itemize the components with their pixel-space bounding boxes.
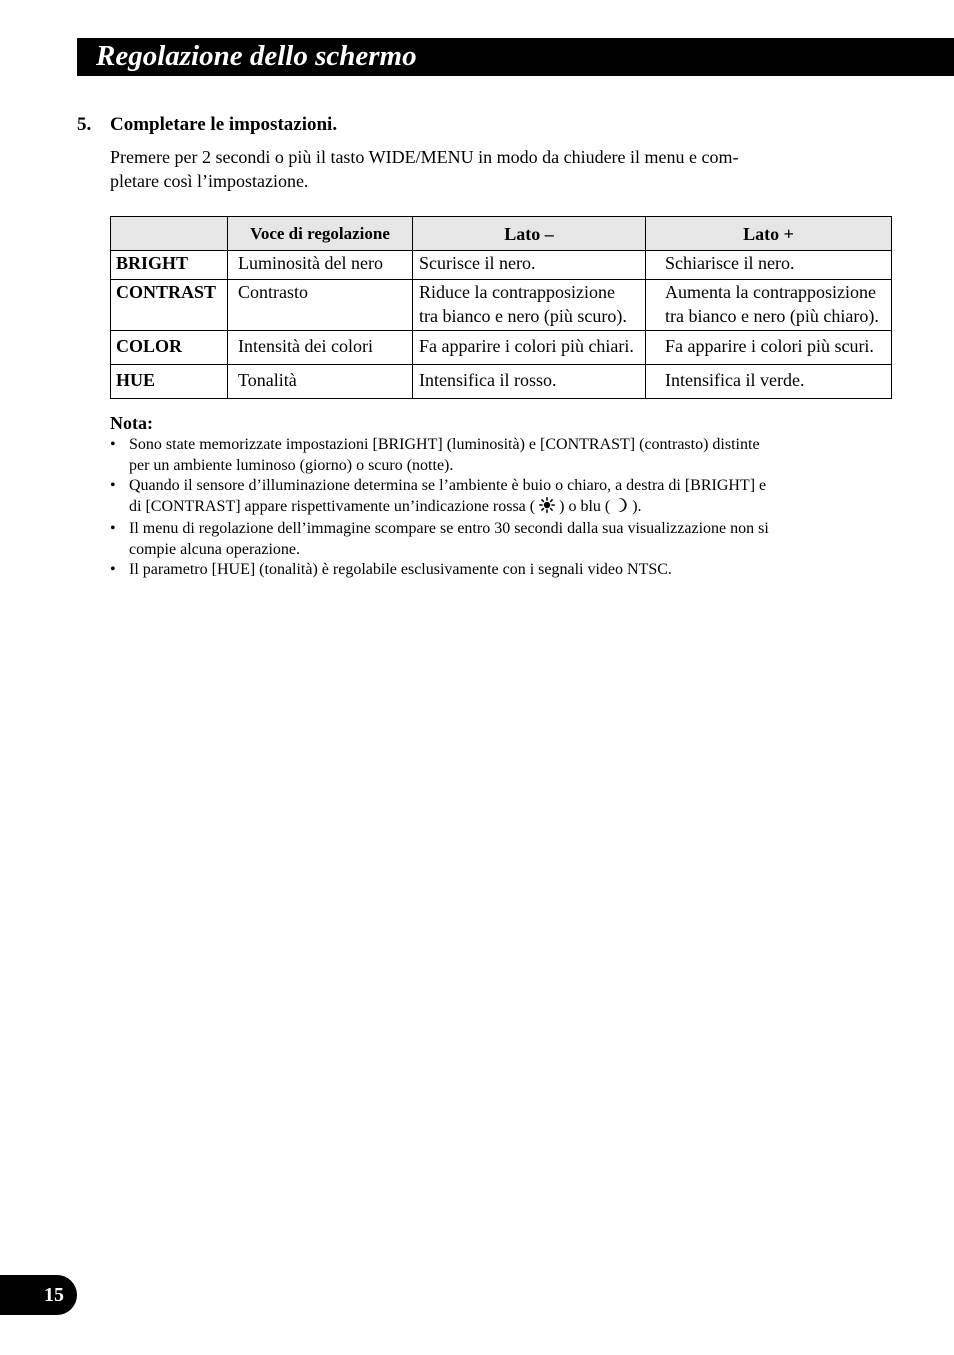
note-line: Il parametro [HUE] (tonalità) è regolabile esclusivamente con i segnali video NTSC. [129, 561, 672, 578]
row-param: HUE [111, 365, 228, 399]
note-line: compie alcuna operazione. [129, 540, 301, 558]
step-title: Completare le impostazioni. [110, 114, 338, 135]
row-plus-text: Fa apparire i colori più scuri. [665, 336, 874, 356]
row-item: Intensità dei colori [228, 331, 413, 365]
row-plus [646, 280, 892, 331]
note-title: Nota: [110, 413, 153, 433]
table-header-minus: Lato – [413, 217, 646, 251]
note-text: ). [632, 497, 642, 515]
row-minus-text: Scurisce il nero. [419, 253, 536, 273]
moon-icon [614, 497, 628, 520]
notes-list [110, 435, 870, 581]
header-bar [77, 38, 954, 76]
row-plus [646, 365, 892, 399]
row-plus [646, 331, 892, 365]
row-minus [413, 365, 646, 399]
row-item: Contrasto [228, 280, 413, 331]
row-minus-text: tra bianco e nero (più scuro). [419, 306, 627, 326]
row-minus-text: Riduce la contrapposizione [419, 282, 615, 302]
list-item [110, 476, 870, 519]
row-plus-text: Intensifica il verde. [665, 370, 805, 390]
table-header-plus: Lato + [646, 217, 892, 251]
page-title: Regolazione dello schermo [96, 40, 417, 72]
table-header-param [111, 217, 228, 251]
note-text: di [CONTRAST] appare rispettivamente un’indicazione rossa ( [129, 497, 536, 515]
table-row [111, 251, 892, 280]
row-plus [646, 251, 892, 280]
bullet: • [110, 520, 116, 537]
note-line: Quando il sensore d’illuminazione determina se l’ambiente è buio o chiaro, a destra di [BRIGHT] e [129, 477, 767, 494]
row-minus-text: Fa apparire i colori più chiari. [419, 336, 634, 356]
row-plus-text: Aumenta la contrapposizione [665, 282, 876, 302]
table-row [111, 331, 892, 365]
row-param: CONTRAST [111, 280, 228, 331]
row-minus [413, 251, 646, 280]
row-param: COLOR [111, 331, 228, 365]
row-item: Tonalità [228, 365, 413, 399]
table-header-row [111, 217, 892, 251]
row-plus-text: tra bianco e nero (più chiaro). [665, 306, 879, 326]
row-param: BRIGHT [111, 251, 228, 280]
sun-icon [539, 497, 555, 520]
table-header-item: Voce di regolazione [228, 217, 413, 251]
list-item [110, 560, 870, 581]
bullet: • [110, 436, 116, 453]
list-item [110, 519, 870, 560]
page-number-badge [0, 1275, 77, 1315]
note-line: Sono state memorizzate impostazioni [BRIGHT] (luminosità) e [CONTRAST] (contrasto) distinte [129, 436, 760, 453]
row-minus-text: Intensifica il rosso. [419, 370, 557, 390]
note-line [129, 497, 870, 520]
page-number: 15 [44, 1284, 64, 1306]
instruction-line: Premere per 2 secondi o più il tasto WIDE/MENU in modo da chiudere il menu e com- [110, 147, 739, 167]
list-item [110, 435, 870, 476]
instruction-line: pletare così l’impostazione. [110, 171, 309, 191]
bullet: • [110, 477, 116, 494]
row-item: Luminosità del nero [228, 251, 413, 280]
note-line: per un ambiente luminoso (giorno) o scuro (notte). [129, 456, 454, 474]
table-row [111, 280, 892, 331]
settings-table [110, 216, 892, 399]
bullet: • [110, 561, 116, 578]
step-instruction [110, 145, 850, 193]
row-minus [413, 331, 646, 365]
note-line: Il menu di regolazione dell’immagine scompare se entro 30 secondi dalla sua visualizzazione non si [129, 520, 769, 537]
row-minus [413, 280, 646, 331]
step-heading [77, 113, 337, 137]
row-plus-text: Schiarisce il nero. [665, 253, 795, 273]
table-row [111, 365, 892, 399]
step-number: 5. [77, 114, 92, 135]
note-text: ) o blu ( [559, 497, 611, 515]
